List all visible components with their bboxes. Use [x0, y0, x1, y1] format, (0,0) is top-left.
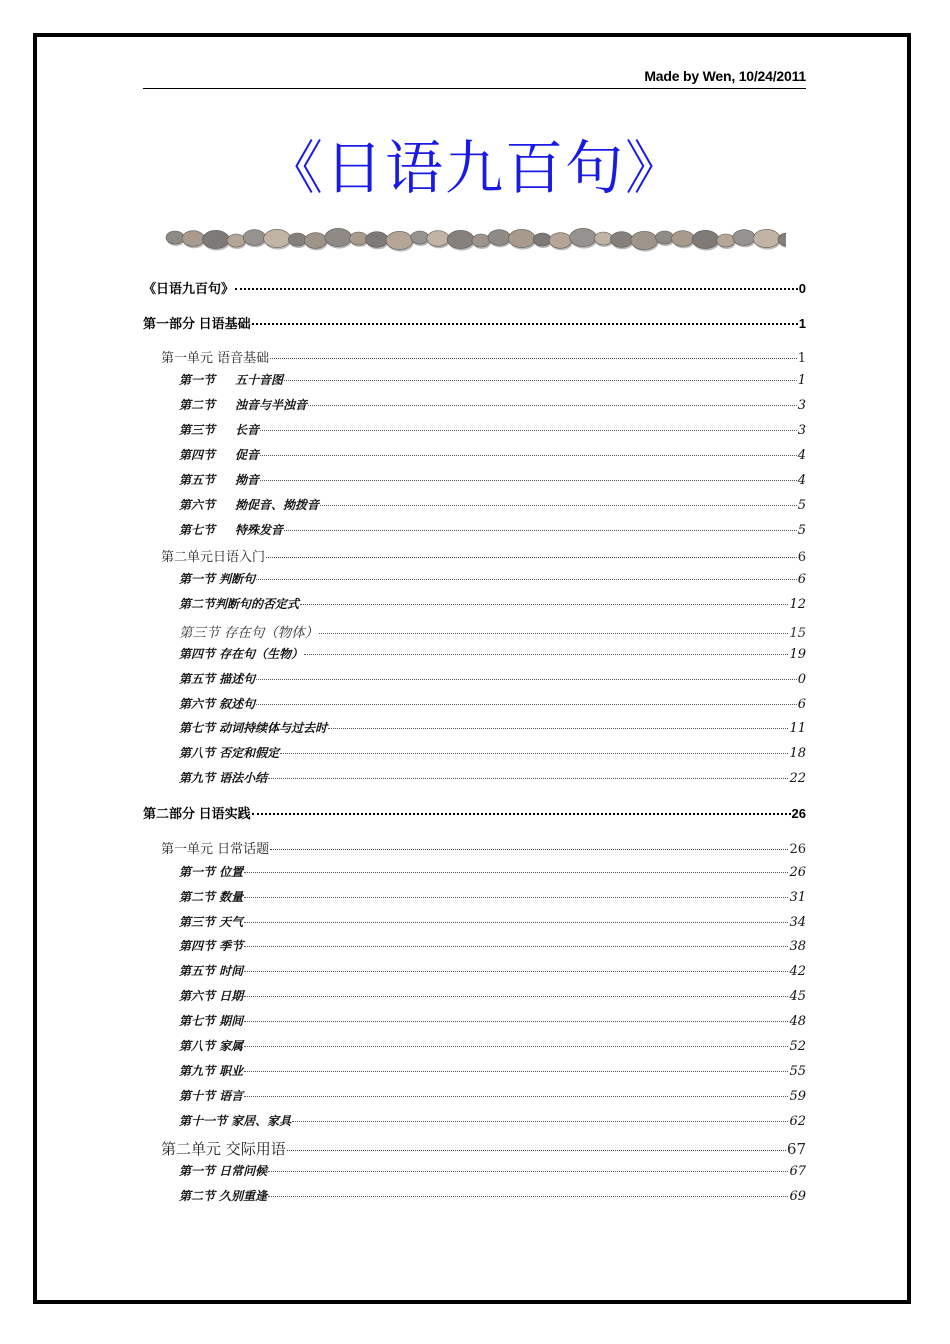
toc-entry-label: 第三节 天气	[179, 915, 244, 929]
toc-entry[interactable]	[179, 645, 806, 662]
toc-page-number: 11	[789, 721, 806, 736]
toc-entry-label: 第四节 季节	[179, 939, 244, 953]
dot-leader	[260, 479, 797, 481]
dot-leader	[328, 727, 788, 729]
toc-entry-label: 《日语九百句》	[143, 281, 235, 296]
toc-entry-label: 第七节 特殊发音	[179, 523, 284, 537]
toc-page-number: 5	[797, 523, 806, 538]
dot-leader	[256, 678, 797, 680]
dot-leader	[244, 896, 788, 898]
toc-page-number: 5	[797, 498, 806, 513]
toc-entry[interactable]	[179, 471, 806, 488]
toc-entry-label: 第五节 拗音	[179, 473, 260, 487]
toc-entry-label: 第九节 职业	[179, 1064, 244, 1078]
toc-page-number: 4	[797, 473, 806, 488]
toc-entry-label: 第一单元 日常话题	[161, 842, 270, 857]
toc-entry[interactable]	[179, 396, 806, 413]
dot-leader	[268, 777, 788, 779]
header-note: Made by Wen, 10/24/2011	[644, 68, 806, 84]
toc-entry[interactable]	[179, 719, 806, 736]
dot-leader	[266, 556, 797, 558]
toc-page-number: 59	[789, 1089, 806, 1104]
dot-leader	[256, 703, 797, 705]
toc-entry-label: 第六节 叙述句	[179, 697, 256, 711]
toc-page-number: 6	[797, 550, 806, 565]
dot-leader	[252, 322, 798, 325]
toc-entry-label: 第四节 促音	[179, 448, 260, 462]
toc-page-number: 4	[797, 448, 806, 463]
toc-entry-label: 第九节 语法小结	[179, 771, 268, 785]
toc-entry[interactable]	[179, 744, 806, 761]
toc-entry-label: 第二节 数量	[179, 890, 244, 904]
toc-page-number: 12	[789, 597, 806, 612]
toc-entry-label: 第一节 判断句	[179, 572, 256, 586]
dot-leader	[244, 995, 788, 997]
toc-entry[interactable]	[179, 1062, 806, 1079]
dot-leader	[304, 653, 788, 655]
dot-leader	[308, 404, 797, 406]
toc-page-number: 19	[789, 647, 806, 662]
dot-leader	[244, 945, 788, 947]
toc-entry-label: 第一单元 语音基础	[161, 351, 270, 366]
toc-entry[interactable]	[143, 278, 806, 297]
toc-entry[interactable]	[179, 937, 806, 954]
toc-page-number: 22	[789, 771, 806, 786]
toc-entry[interactable]	[143, 313, 806, 332]
dot-leader	[244, 871, 788, 873]
toc-entry[interactable]	[179, 670, 806, 687]
toc-entry-label: 第六节 日期	[179, 989, 244, 1003]
dot-leader	[292, 1120, 788, 1122]
toc-entry[interactable]	[179, 1112, 806, 1129]
toc-page-number: 6	[797, 697, 806, 712]
toc-entry[interactable]	[161, 546, 806, 565]
toc-entry-label: 第六节 拗促音、拗拨音	[179, 498, 320, 512]
toc-entry-label: 第四节 存在句（生物）	[179, 647, 304, 661]
toc-page-number: 34	[789, 915, 806, 930]
toc-entry-label: 第一部分 日语基础	[143, 316, 251, 331]
dot-leader	[260, 429, 797, 431]
dot-leader	[300, 603, 788, 605]
toc-entry[interactable]	[179, 496, 806, 513]
document-title: 《日语九百句》	[264, 134, 685, 202]
dot-leader	[270, 357, 797, 359]
toc-entry[interactable]	[179, 446, 806, 463]
toc-entry[interactable]	[179, 913, 806, 930]
dot-leader	[270, 848, 788, 850]
dot-leader	[280, 752, 788, 754]
toc-entry-label: 第三节 存在句（物体）	[179, 625, 319, 641]
toc-entry-label: 第二部分 日语实践	[143, 806, 251, 821]
toc-entry[interactable]	[179, 1087, 806, 1104]
toc-page-number: 67	[786, 1140, 806, 1158]
toc-page-number: 1	[797, 351, 806, 366]
toc-page-number: 62	[789, 1114, 806, 1129]
toc-page-number: 69	[789, 1189, 806, 1204]
toc-entry[interactable]	[179, 863, 806, 880]
toc-entry-label: 第七节 动词持续体与过去时	[179, 721, 328, 735]
toc-page-number: 48	[789, 1014, 806, 1029]
toc-entry-label: 第一节 日常问候	[179, 1164, 268, 1178]
toc-page-number: 31	[789, 890, 806, 905]
toc-page-number: 3	[797, 398, 806, 413]
toc-page-number: 3	[797, 423, 806, 438]
toc-entry[interactable]	[161, 347, 806, 366]
toc-entry-topic: 五十音图	[235, 373, 284, 387]
dot-leader	[287, 1149, 786, 1151]
toc-entry-topic: 拗促音、拗拨音	[235, 498, 320, 512]
toc-entry[interactable]	[179, 1162, 806, 1179]
toc-page-number: 6	[797, 572, 806, 587]
toc-entry-label: 第十一节 家居、家具	[179, 1114, 292, 1128]
toc-page-number: 38	[789, 939, 806, 954]
toc-entry[interactable]	[179, 769, 806, 786]
dot-leader	[244, 921, 788, 923]
toc-page-number: 18	[789, 746, 806, 761]
toc-entry-label: 第八节 家属	[179, 1039, 244, 1053]
toc-entry[interactable]	[179, 595, 806, 612]
dot-leader	[284, 379, 797, 381]
toc-page-number: 15	[789, 626, 806, 641]
dot-leader	[268, 1195, 788, 1197]
toc-page-number: 26	[791, 806, 806, 821]
dot-leader	[252, 812, 791, 815]
dot-leader	[244, 1020, 788, 1022]
toc-page-number: 1	[797, 373, 806, 388]
toc-entry[interactable]	[179, 570, 806, 587]
toc-entry[interactable]	[179, 1037, 806, 1054]
toc-entry-label: 第一节 位置	[179, 865, 244, 879]
toc-entry[interactable]	[179, 521, 806, 538]
toc-entry-label: 第十节 语言	[179, 1089, 244, 1103]
dot-leader	[244, 1045, 788, 1047]
table-of-contents	[143, 0, 806, 1344]
toc-entry[interactable]	[161, 838, 806, 857]
toc-page-number: 52	[789, 1039, 806, 1054]
toc-entry-label: 第一节 五十音图	[179, 373, 284, 387]
toc-page-number: 26	[789, 865, 806, 880]
toc-page-number: 0	[798, 281, 806, 296]
toc-entry[interactable]	[179, 621, 806, 641]
toc-entry-label: 第五节 描述句	[179, 672, 256, 686]
toc-entry[interactable]	[179, 1187, 806, 1204]
toc-page-number: 26	[789, 842, 806, 857]
toc-entry[interactable]	[179, 987, 806, 1004]
dot-leader	[256, 578, 797, 580]
toc-entry-label: 第二节 久别重逢	[179, 1189, 268, 1203]
dot-leader	[319, 632, 788, 634]
toc-entry[interactable]	[179, 421, 806, 438]
toc-entry-topic: 拗音	[235, 473, 260, 487]
toc-page-number: 45	[789, 989, 806, 1004]
toc-entry-label: 第八节 否定和假定	[179, 746, 280, 760]
toc-entry-label: 第五节 时间	[179, 964, 244, 978]
toc-entry-label: 第七节 期间	[179, 1014, 244, 1028]
toc-entry[interactable]	[179, 1012, 806, 1029]
toc-entry-topic: 浊音与半浊音	[235, 398, 308, 412]
dot-leader	[268, 1170, 788, 1172]
dot-leader	[284, 529, 797, 531]
dot-leader	[244, 1070, 788, 1072]
dot-leader	[320, 504, 797, 506]
toc-entry-label: 第二节 浊音与半浊音	[179, 398, 308, 412]
toc-entry[interactable]	[161, 1138, 806, 1159]
toc-entry-label: 第三节 长音	[179, 423, 260, 437]
toc-entry-label: 第二单元日语入门	[161, 550, 266, 565]
toc-page-number: 1	[798, 316, 806, 331]
toc-entry[interactable]	[179, 888, 806, 905]
toc-entry[interactable]	[143, 803, 806, 822]
toc-page-number: 67	[789, 1164, 806, 1179]
toc-page-number: 55	[789, 1064, 806, 1079]
toc-entry-label: 第二单元 交际用语	[161, 1140, 286, 1158]
toc-entry-topic: 特殊发音	[235, 523, 284, 537]
toc-entry[interactable]	[179, 962, 806, 979]
dot-leader	[235, 287, 798, 290]
toc-entry-topic: 长音	[235, 423, 260, 437]
toc-entry-topic: 促音	[235, 448, 260, 462]
dot-leader	[244, 970, 788, 972]
toc-entry[interactable]	[179, 695, 806, 712]
toc-entry[interactable]	[179, 371, 806, 388]
toc-entry-label: 第二节判断句的否定式	[179, 597, 300, 611]
dot-leader	[244, 1095, 788, 1097]
dot-leader	[260, 454, 797, 456]
toc-page-number: 42	[789, 964, 806, 979]
toc-page-number: 0	[797, 672, 806, 687]
